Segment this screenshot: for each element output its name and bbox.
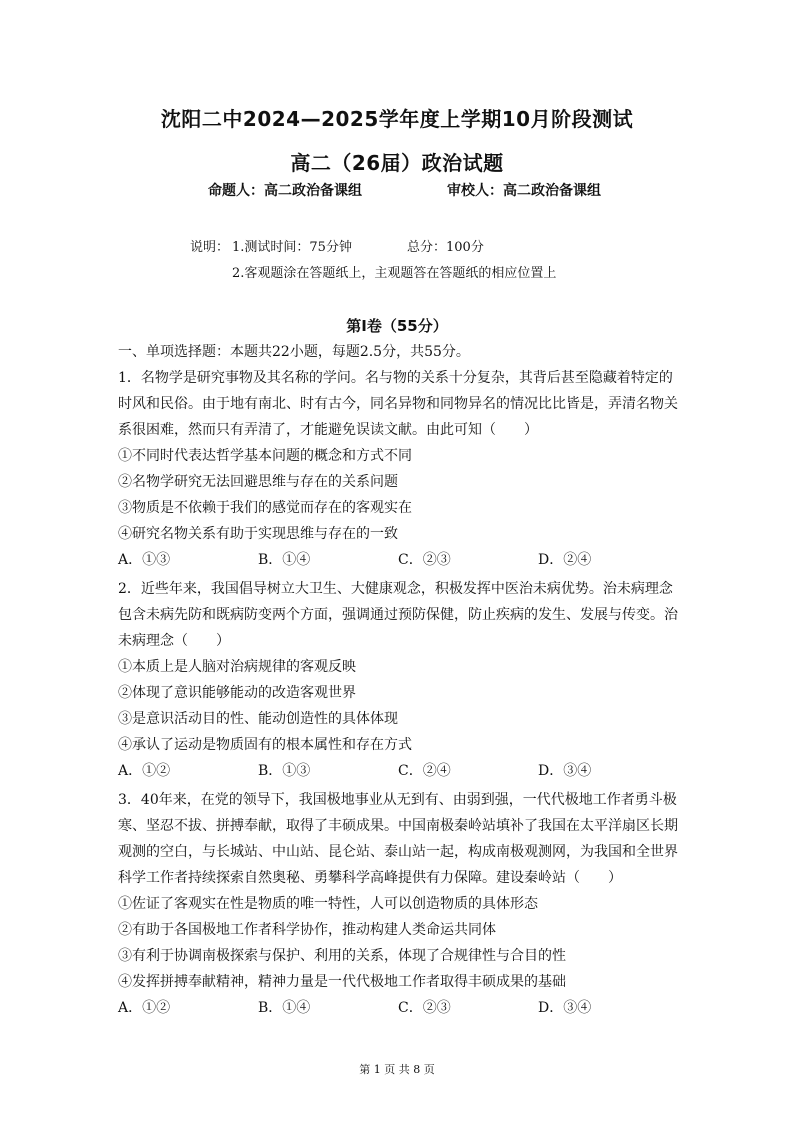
section-heading: 第Ⅰ卷（55分） [346,317,448,335]
notes-line2: 2.客观题涂在答题纸上，主观题答在答题纸的相应位置上 [232,266,557,281]
option-a: A．①③ [118,552,171,568]
page-footer: 第 1 页 共 8 页 [359,1063,435,1076]
question-item: ①不同时代表达哲学基本问题的概念和方式不同 [118,448,412,464]
question-item: ③物质是不依赖于我们的感觉而存在的客观实在 [118,500,412,516]
option-c: C．②③ [398,1000,451,1016]
notes-score: 总分：100分 [407,240,484,255]
notes-prefix: 说明： [190,240,230,255]
notes-time: 1.测试时间：75分钟 [232,240,352,255]
option-c: C．②④ [398,763,451,779]
question-item: ①佐证了客观实在性是物质的唯一特性，人可以创造物质的具体形态 [118,896,538,912]
question-stem-line: 未病理念（ ） [118,633,230,649]
question-stem-line: 1．名物学是研究事物及其名称的学问。名与物的关系十分复杂，其背后甚至隐藏着特定的 [118,370,673,386]
question-item: ④承认了运动是物质固有的根本属性和存在方式 [118,737,412,753]
question-stem-line: 3．40年来，在党的领导下，我国极地事业从无到有、由弱到强，一代代极地工作者勇斗极 [118,792,677,808]
option-c: C．②③ [398,552,451,568]
option-d: D．③④ [538,1000,592,1016]
section-instruction: 一、单项选择题：本题共22小题，每题2.5分，共55分。 [118,344,470,360]
option-d: D．②④ [538,552,592,568]
question-item: ②体现了意识能够能动的改造客观世界 [118,685,356,701]
question-stem-line: 寒、坚忍不拔、拼搏奉献，取得了丰硕成果。中国南极秦岭站填补了我国在太平洋扇区长期 [118,818,678,834]
question-item: ③有利于协调南极探索与保护、利用的关系，体现了合规律性与合目的性 [118,948,566,964]
question-item: ②名物学研究无法回避思维与存在的关系问题 [118,474,398,490]
question-item: ①本质上是人脑对治病规律的客观反映 [118,659,356,675]
question-stem-line: 时风和民俗。由于地有南北、时有古今，同名异物和同物异名的情况比比皆是，弄清名物关 [118,396,678,412]
question-stem-line: 包含未病先防和既病防变两个方面，强调通过预防保健，防止疾病的发生、发展与传变。治 [118,607,678,623]
question-stem-line: 2．近些年来，我国倡导树立大卫生、大健康观念，积极发挥中医治未病优势。治未病理念 [118,581,673,597]
question-item: ③是意识活动目的性、能动创造性的具体体现 [118,711,398,727]
exam-subtitle: 高二（26届）政治试题 [290,151,504,175]
question-item: ②有助于各国极地工作者科学协作，推动构建人类命运共同体 [118,922,496,938]
question-stem-line: 观测的空白，与长城站、中山站、昆仑站、泰山站一起，构成南极观测网，为我国和全世界 [118,844,678,860]
exam-title: 沈阳二中2024—2025学年度上学期10月阶段测试 [160,107,634,131]
option-b: B．①④ [258,1000,311,1016]
question-stem-line: 科学工作者持续探索自然奥秘、勇攀科学高峰提供有力保障。建设秦岭站（ ） [118,870,622,886]
option-d: D．③④ [538,763,592,779]
question-item: ④发挥拼搏奉献精神，精神力量是一代代极地工作者取得丰硕成果的基础 [118,974,566,990]
option-b: B．①④ [258,552,311,568]
option-a: A．①② [118,763,171,779]
author-label: 命题人：高二政治备课组 [208,183,362,199]
option-a: A．①② [118,1000,171,1016]
reviewer-label: 审校人：高二政治备课组 [447,183,601,199]
option-b: B．①③ [258,763,311,779]
question-item: ④研究名物关系有助于实现思维与存在的一致 [118,526,398,542]
question-stem-line: 系很困难，然而只有弄清了，才能避免误读文献。由此可知（ ） [118,422,538,438]
